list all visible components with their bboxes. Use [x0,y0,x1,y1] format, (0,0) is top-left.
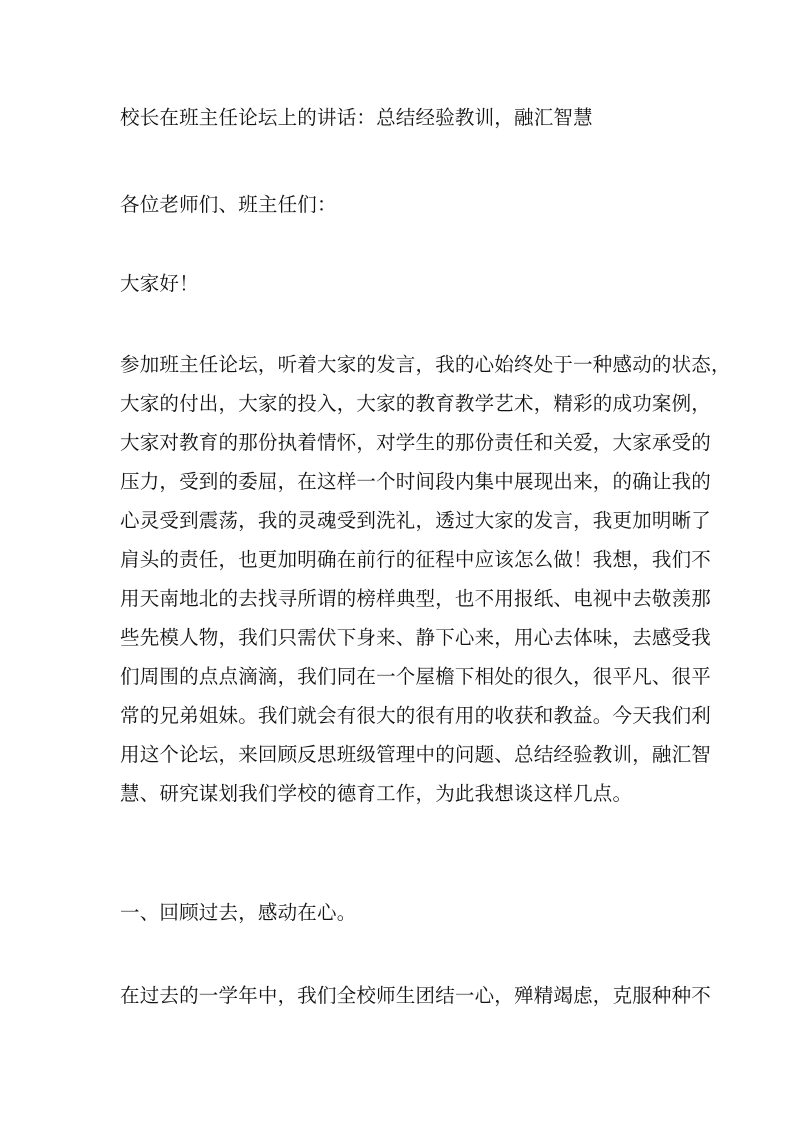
section-heading-text: 一、回顾过去，感动在心。 [120,901,357,924]
paragraph-line: 参加班主任论坛，听着大家的发言，我的心始终处于一种感动的状态， [120,353,731,376]
paragraph-1 [120,345,731,813]
salutation-text: 各位老师们、班主任们： [120,193,337,216]
paragraph-line: 在过去的一学年中，我们全校师生团结一心，殚精竭虑，克服种种不 [120,984,712,1007]
paragraph-line: 用天南地北的去找寻所谓的榜样典型，也不用报纸、电视中去敬羡那 [120,587,712,610]
document-title [120,98,700,137]
paragraph-line: 些先模人物，我们只需伏下身来、静下心来，用心去体味，去感受我 [120,626,712,649]
paragraph-line: 大家对教育的那份执着情怀，对学生的那份责任和关爱，大家承受的 [120,431,712,454]
paragraph-line: 压力，受到的委屈，在这样一个时间段内集中展现出来，的确让我的 [120,470,712,493]
greeting [120,264,700,303]
paragraph-line: 们周围的点点滴滴，我们同在一个屋檐下相处的很久，很平凡、很平 [120,665,712,688]
title-text: 校长在班主任论坛上的讲话：总结经验教训，融汇智慧 [120,106,593,129]
salutation [120,185,700,224]
paragraph-line: 常的兄弟姐妹。我们就会有很大的很有用的收获和教益。今天我们利 [120,704,712,727]
paragraph-2 [120,976,712,1015]
paragraph-line: 肩头的责任，也更加明确在前行的征程中应该怎么做！我想，我们不 [120,548,712,571]
paragraph-line: 心灵受到震荡，我的灵魂受到洗礼，透过大家的发言，我更加明晰了 [120,509,712,532]
greeting-text: 大家好！ [120,272,199,295]
paragraph-line: 用这个论坛，来回顾反思班级管理中的问题、总结经验教训，融汇智 [120,743,712,766]
paragraph-line: 大家的付出，大家的投入，大家的教育教学艺术，精彩的成功案例， [120,392,712,415]
section-heading [120,893,700,932]
paragraph-line: 慧、研究谋划我们学校的德育工作，为此我想谈这样几点。 [120,782,633,805]
